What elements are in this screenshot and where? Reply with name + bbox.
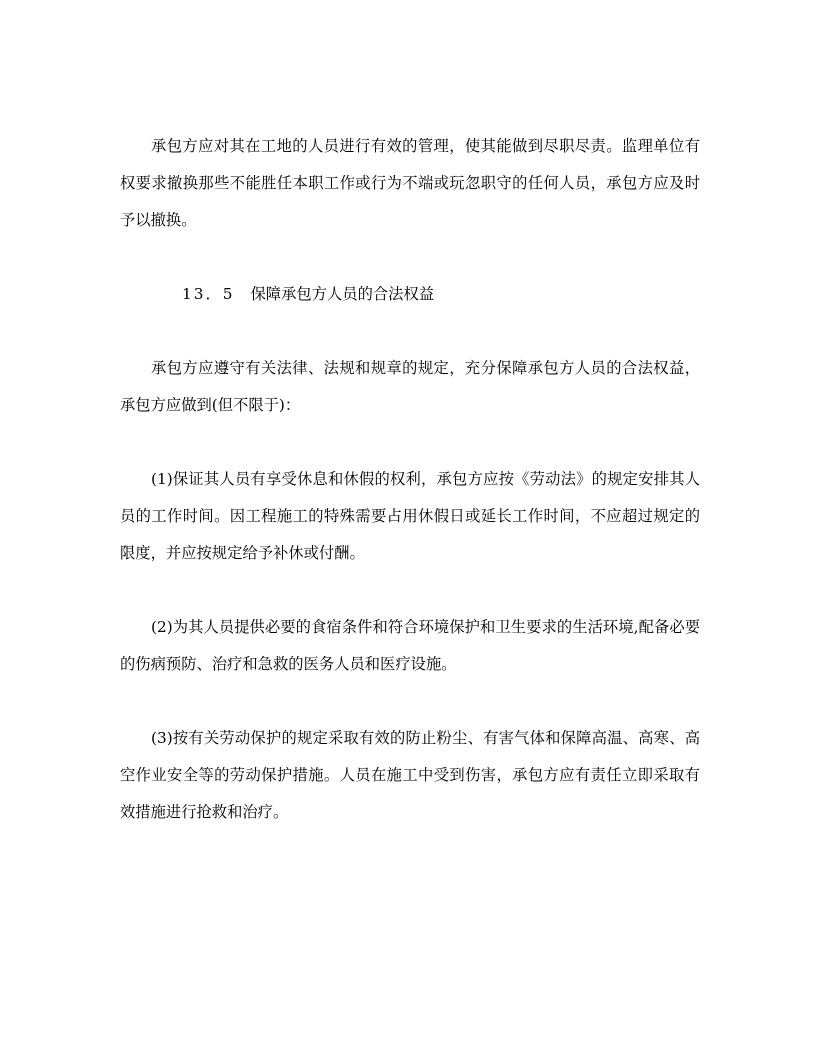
section-heading (120, 276, 700, 313)
paragraph-item-2: (2)为其人员提供必要的食宿条件和符合环境保护和卫生要求的生活环境,配备必要的伤病预防、治疗和急救的医务人员和医疗设施。 (120, 618, 700, 673)
section-number: 13．5 (182, 285, 235, 303)
paragraph-item-1: (1)保证其人员有享受休息和休假的权利，承包方应按《劳动法》的规定安排其人员的工作时间。因工程施工的特殊需要占用休假日或延长工作时间，不应超过规定的限度，并应按规定给予补休或付酬。 (120, 470, 700, 562)
paragraph-item-3: (3)按有关劳动保护的规定采取有效的防止粉尘、有害气体和保障高温、高寒、高空作业安全等的劳动保护措施。人员在施工中受到伤害，承包方应有责任立即采取有效措施进行抢救和治疗。 (120, 729, 700, 821)
paragraph-personnel-management: 承包方应对其在工地的人员进行有效的管理，使其能做到尽职尽责。监理单位有权要求撤换那些不能胜任本职工作或行为不端或玩忽职守的任何人员，承包方应及时予以撤换。 (120, 137, 700, 229)
section-title: 保障承包方人员的合法权益 (250, 285, 435, 303)
document-body (120, 128, 700, 831)
paragraph-legal-rights: 承包方应遵守有关法律、法规和规章的规定，充分保障承包方人员的合法权益，承包方应做到(但不限于)： (120, 359, 700, 414)
